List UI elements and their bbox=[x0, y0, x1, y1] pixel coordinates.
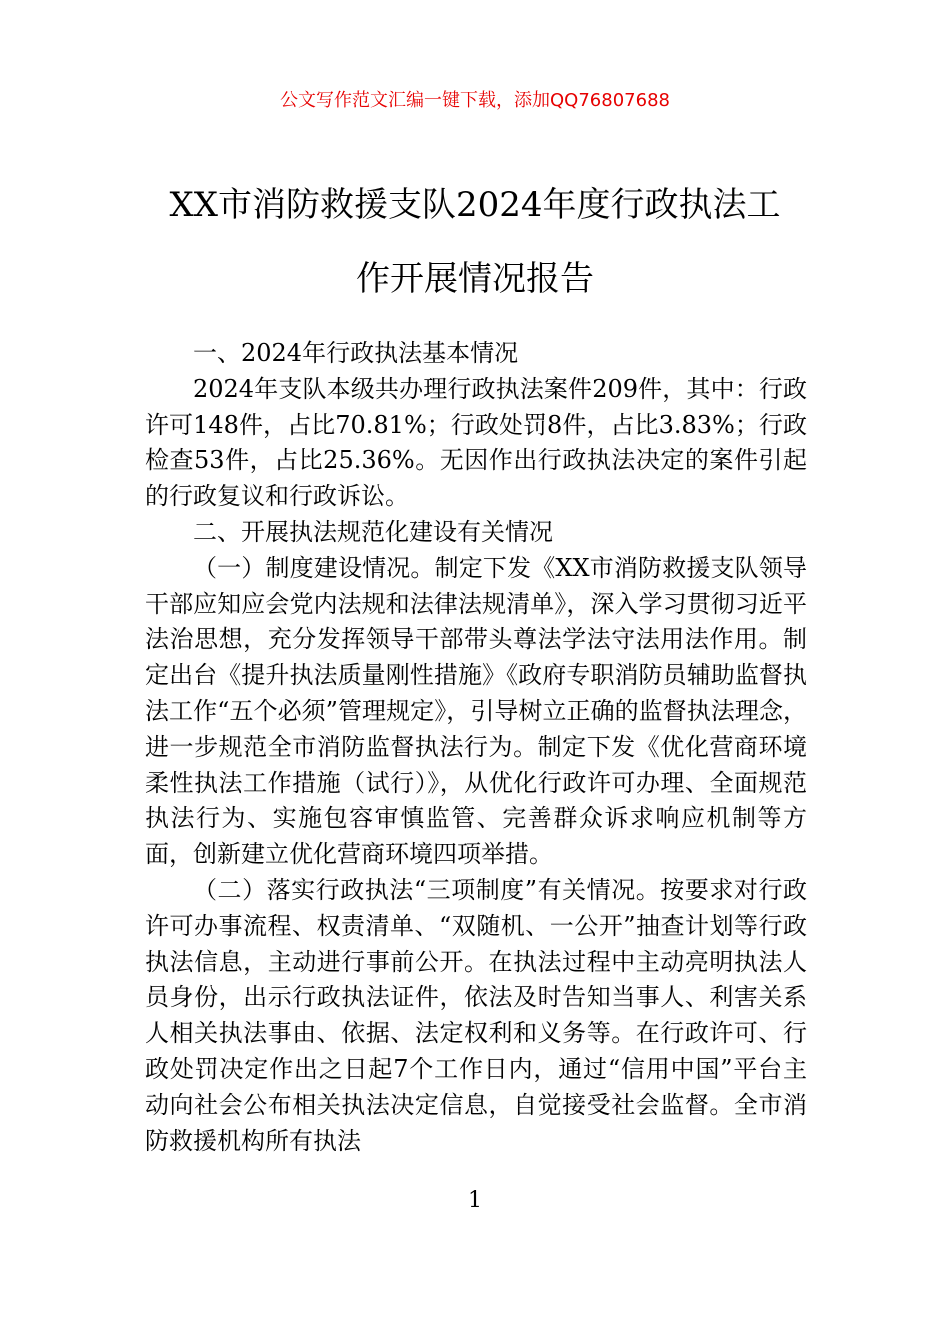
document-title bbox=[100, 168, 850, 316]
title-line-1: XX市消防救援支队2024年度行政执法工 bbox=[169, 185, 781, 225]
body-paragraph: 2024年支队本级共办理行政执法案件209件，其中：行政许可148件，占比70.81%；行政处罚8件，占比3.83%；行政检查53件，占比25.36%。无因作出行政执法决定的案件引起的行政复议和行政诉讼。 bbox=[145, 374, 807, 511]
section-heading-2: 二、开展执法规范化建设有关情况 bbox=[193, 517, 553, 546]
download-banner: 公文写作范文汇编一键下载，添加QQ76807688 bbox=[280, 90, 670, 111]
body-paragraph: （二）落实行政执法“三项制度”有关情况。按要求对行政许可办事流程、权责清单、“双随机、一公开”抽查计划等行政执法信息，主动进行事前公开。在执法过程中主动亮明执法人员身份，出示行政执法证件，依法及时告知当事人、利害关系人相关执法事由、依据、法定权利和义务等。在行政许可、行政处罚决定作出之日起7个工作日内，通过“信用中国”平台主动向社会公布相关执法决定信息，自觉接受社会监督。全市消防救援机构所有执法 bbox=[145, 875, 807, 1155]
body-paragraph: （一）制度建设情况。制定下发《XX市消防救援支队领导干部应知应会党内法规和法律法规清单》，深入学习贯彻习近平法治思想，充分发挥领导干部带头尊法学法守法用法作用。制定出台《提升执法质量刚性措施》《政府专职消防员辅助监督执法工作“五个必须”管理规定》，引导树立正确的监督执法理念，进一步规范全市消防监督执法行为。制定下发《优化营商环境柔性执法工作措施（试行）》，从优化行政许可办理、全面规范执法行为、实施包容审慎监管、完善群众诉求响应机制等方面，创新建立优化营商环境四项举措。 bbox=[145, 553, 807, 869]
section-heading-1: 一、2024年行政执法基本情况 bbox=[193, 339, 519, 367]
title-line-2: 作开展情况报告 bbox=[356, 259, 594, 299]
document-body bbox=[145, 336, 807, 1159]
page-number: 1 bbox=[468, 1188, 482, 1213]
